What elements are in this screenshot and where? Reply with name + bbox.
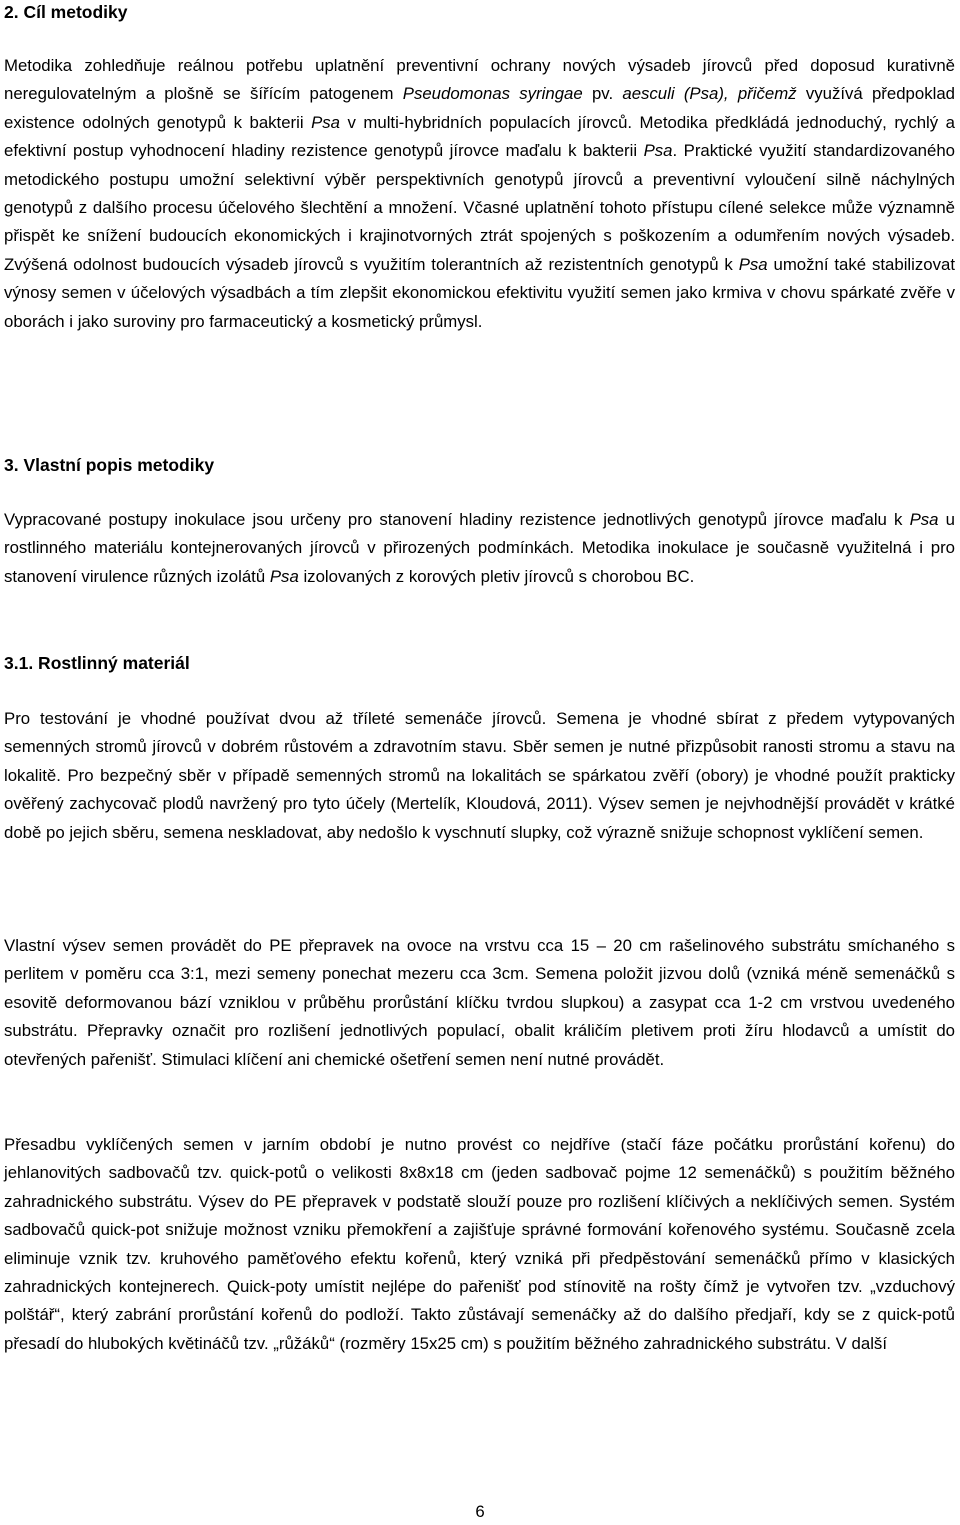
italic-run: Psa (643, 141, 673, 161)
text-run: Vlastní výsev semen provádět do PE přepravek na ovoce na vrstvu cca 15 – 20 cm rašelinového substrátu smíchaného s perlitem v poměru cca 3:1, mezi semeny ponechat mezeru cca 3cm. Semena položit jizvou dolů (vzniká méně semenáčků s esovitě deformovanou bází vzniklou v průběhu prorůstání klíčku tvrdou slupkou) a zasypat cca 1-2 cm vrstvou uvedeného substrátu. Přepravky označit pro rozlišení jednotlivých populací, obalit králičím pletivem proti žíru hlodavců a umístit do otevřených pařenišť. Stimulaci klíčení ani chemické ošetření semen není nutné provádět. (4, 936, 955, 1069)
text-run: Přesadbu vyklíčených semen v jarním období je nutno provést co nejdříve (stačí fáze počátku prorůstání kořenu) do jehlanovitých sadbovačů tzv. quick-potů o velikosti 8x8x18 cm (jeden sadbovač pojme 12 semenáčků) s použitím běžného zahradnického substrátu. Výsev do PE přepravek v podstatě slouží pouze pro rozlišení klíčivých a neklíčivých semen. Systém sadbovačů quick-pot snižuje možnost vzniku přemokření a zajišťuje správné formování kořenového systému. Současně zcela eliminuje vznik tzv. kruhového paměťového efektu kořenů, který vzniká při předpěstování semenáčků přímo v klasických zahradnických kontejnerech. Quick-poty umístit nejlépe do pařenišť pod stínovitě na rošty čímž je vytvořen tzv. „vzduchový polštář“, který zabrání prorůstání kořenů do podloží. Takto zůstávají semenáčky až do dalšího předjaří, kdy se z quick-potů přesadí do hlubokých květináčů tzv. „růžáků“ (rozměry 15x25 cm) s použitím běžného zahradnického substrátu. V další (4, 1135, 955, 1353)
section-heading-description: 3. Vlastní popis metodiky (4, 455, 215, 475)
italic-run: Pseudomonas syringae (402, 84, 583, 104)
paragraph-goal (4, 52, 955, 336)
text-run: využívá předpoklad existence odolných genotypů k bakterii (4, 84, 956, 132)
text-run: . Praktické využití standardizovaného metodického postupu umožní selektivní výběr perspektivních genotypů jírovců a preventivní vyloučení silně náchylných genotypů z dalšího procesu účelového šlechtění a množení. Včasné uplatnění tohoto přístupu cílené selekce může významně přispět ke snížení budoucích ekonomických i krajinotvorných ztrát spojených s poškozením a odumřením nových výsadeb. Zvýšená odolnost budoucích výsadeb jírovců s využitím tolerantních až rezistentních genotypů k (4, 141, 955, 274)
page-number: 6 (475, 1502, 485, 1521)
italic-run: Psa (909, 510, 939, 529)
italic-run: Psa (738, 254, 768, 274)
text-run: izolovaných z korových pletiv jírovců s chorobou BC. (298, 566, 695, 586)
paragraph-plant-material-3 (4, 1131, 955, 1358)
text-run: pv. (582, 84, 623, 104)
paragraph-description (4, 506, 955, 591)
text-run: Metodika zohledňuje reálnou potřebu uplatnění preventivní ochrany nových výsadeb jírovců před doposud kurativně neregulovatelným a plošně se šířícím patogenem (4, 56, 955, 104)
paragraph-plant-material-1 (4, 705, 955, 847)
italic-run: Psa (269, 566, 299, 586)
text-run: u rostlinného materiálu kontejnerovaných jírovců v přirozených podmínkách. Metodika inokulace je současně využitelná i pro stanovení virulence různých izolátů (4, 510, 955, 586)
italic-run: Psa (311, 112, 340, 132)
paragraph-plant-material-2 (4, 932, 955, 1074)
text-run: Vypracované postupy inokulace jsou určeny pro stanovení hladiny rezistence jednotlivých genotypů jírovce maďalu k (4, 510, 910, 529)
text-run: v multi-hybridních populacích jírovců. Metodika předkládá jednoduchý, rychlý a efektivní postup vyhodnocení hladiny rezistence genotypů jírovce maďalu k bakterii (4, 112, 955, 161)
section-heading-goal: 2. Cíl metodiky (4, 2, 128, 22)
text-run: Pro testování je vhodné používat dvou až tříleté semenáče jírovců. Semena je vhodné sbírat z předem vytypovaných semenných stromů jírovců v dobrém růstovém a zdravotním stavu. Sběr semen je nutné přizpůsobit ranosti stromu a stavu na lokalitě. Pro bezpečný sběr v případě semenných stromů na lokalitách se spárkatou zvěří (obory) je vhodné použít prakticky ověřený zachycovač plodů navržený pro tyto účely (Mertelík, Kloudová, 2011). Výsev semen je nejvhodnější provádět v krátké době po jejich sběru, semena neskladovat, aby nedošlo k vyschnutí slupky, což výrazně snižuje schopnost vyklíčení semen. (4, 709, 955, 842)
text-run: umožní také stabilizovat výnosy semen v účelových výsadbách a tím zlepšit ekonomickou efektivitu využití semen jako krmiva v chovu spárkaté zvěře v oborách i jako suroviny pro farmaceutický a kosmetický průmysl. (4, 254, 955, 331)
section-heading-plant-material: 3.1. Rostlinný materiál (4, 653, 190, 673)
italic-run: aesculi (Psa), přičemž (622, 84, 797, 104)
